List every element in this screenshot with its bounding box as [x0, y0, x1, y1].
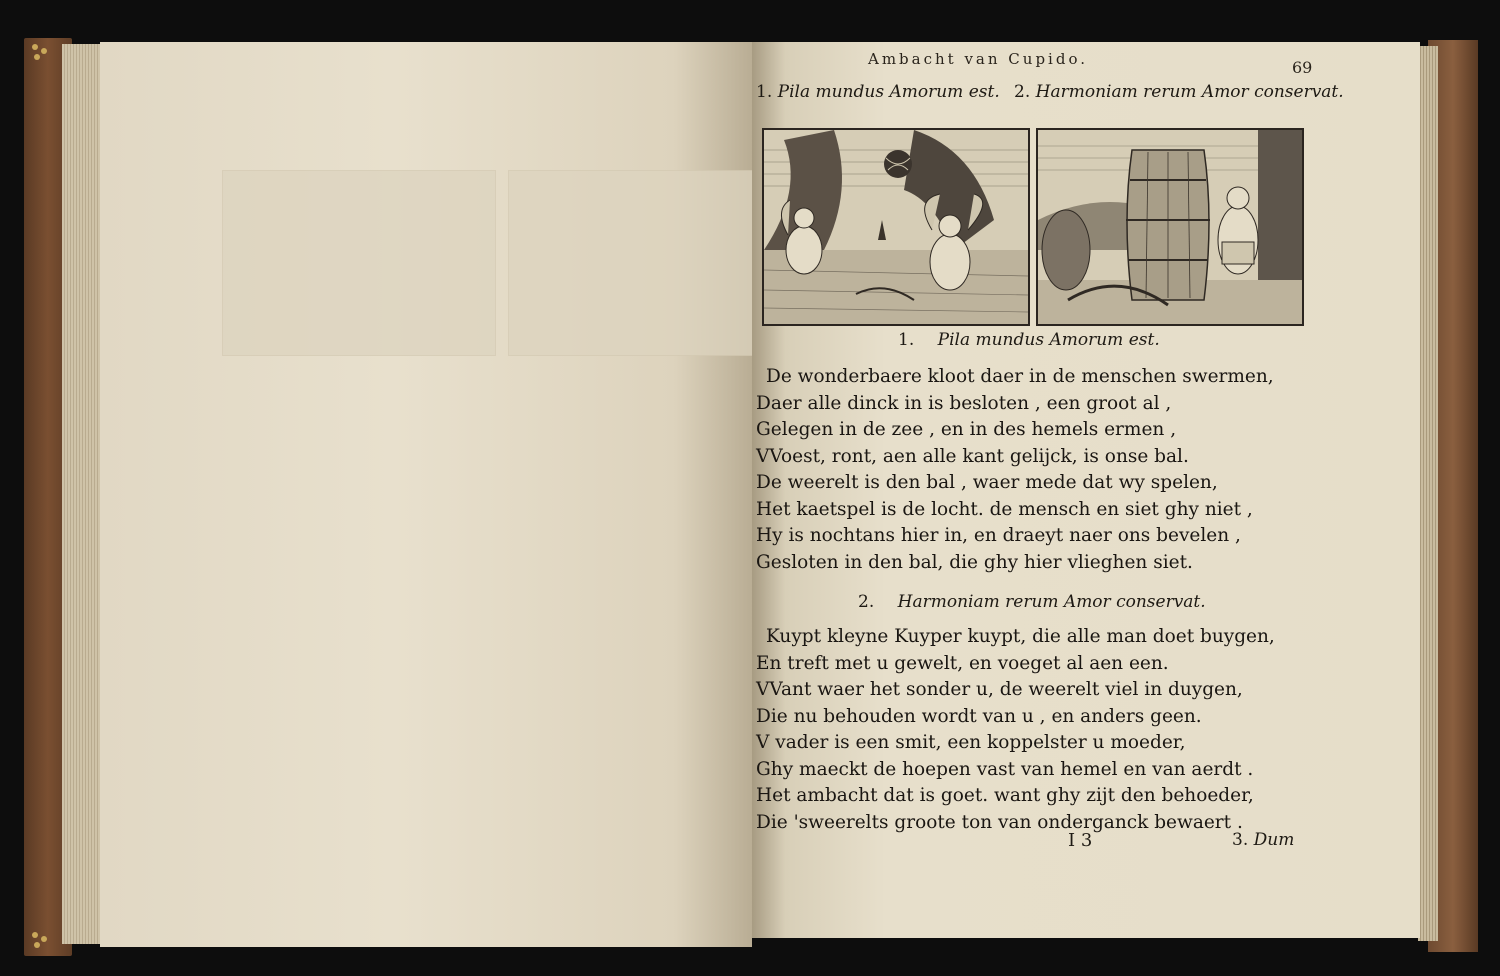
brass-corner-ornament-bottom-left	[30, 930, 50, 950]
verse-section-1	[756, 364, 1274, 576]
brass-corner-ornament-top-left	[30, 42, 50, 62]
verse-line: VVant waer het sonder u, de weerelt viel in duygen,	[756, 679, 1243, 700]
show-through-plate-2	[508, 170, 754, 356]
verse-line: Die nu behouden wordt van u , en anders geen.	[756, 705, 1202, 727]
engraving-cupid-cooper-barrel	[1038, 130, 1302, 324]
verse-line: Gelegen in de zee , en in des hemels ermen ,	[756, 419, 1177, 440]
motto-2-number: 2.	[1014, 82, 1031, 102]
verse-line: En treft met u gewelt, en voeget al aen een.	[756, 652, 1169, 674]
verse-section-2	[756, 624, 1275, 836]
engraving-cupids-ball-game	[764, 130, 1028, 324]
motto-1	[756, 82, 1000, 102]
verse-line: Kuypt kleyne Kuyper kuypt, die alle man doet buygen,	[766, 626, 1275, 647]
motto-2	[1014, 82, 1344, 102]
verse-line: VVoest, ront, aen alle kant gelijck, is onse bal.	[756, 445, 1189, 467]
verse-line: Hy is nochtans hier in, en draeyt naer ons bevelen ,	[756, 525, 1241, 546]
running-head: Ambacht van Cupido.	[868, 50, 1088, 68]
page-edges-right	[1418, 46, 1438, 941]
engraving-plate-ball	[762, 128, 1030, 326]
page-number: 69	[1292, 58, 1313, 77]
show-through-plate-1	[222, 170, 496, 356]
signature-mark: I 3	[1068, 830, 1093, 851]
verse-line: Gesloten in den bal, die ghy hier vlieghen siet.	[756, 551, 1193, 573]
verse-line: Het ambacht dat is goet. want ghy zijt den behoeder,	[756, 785, 1254, 806]
motto-1-number: 1.	[756, 82, 773, 102]
verse-line: Die 'sweerelts groote ton van onderganck bewaert .	[756, 811, 1243, 833]
verse-line: Ghy maeckt de hoepen vast van hemel en van aerdt .	[756, 758, 1254, 780]
motto-1-text: Pila mundus Amorum est.	[777, 82, 1000, 102]
verse-line: Het kaetspel is de locht. de mensch en siet ghy niet ,	[756, 498, 1253, 520]
catchword	[1232, 830, 1294, 850]
verse-line: Daer alle dinck in is besloten , een groot al ,	[756, 392, 1172, 414]
section-2-heading	[858, 592, 1206, 612]
left-page-blank	[100, 42, 752, 947]
verse-line: De wonderbaere kloot daer in de menschen swermen,	[766, 366, 1274, 387]
section-1-title: Pila mundus Amorum est.	[937, 330, 1160, 350]
engraving-plate-barrel	[1036, 128, 1304, 326]
section-2-title: Harmoniam rerum Amor conservat.	[897, 592, 1206, 612]
section-1-heading	[898, 330, 1160, 350]
catchword-word: Dum	[1253, 830, 1295, 850]
section-2-number: 2.	[858, 592, 875, 612]
verse-line: V vader is een smit, een koppelster u moeder,	[756, 732, 1186, 753]
catchword-number: 3.	[1232, 830, 1249, 850]
verse-line: De weerelt is den bal , waer mede dat wy spelen,	[756, 472, 1218, 493]
section-1-number: 1.	[898, 330, 915, 350]
motto-2-text: Harmoniam rerum Amor conservat.	[1035, 82, 1344, 102]
